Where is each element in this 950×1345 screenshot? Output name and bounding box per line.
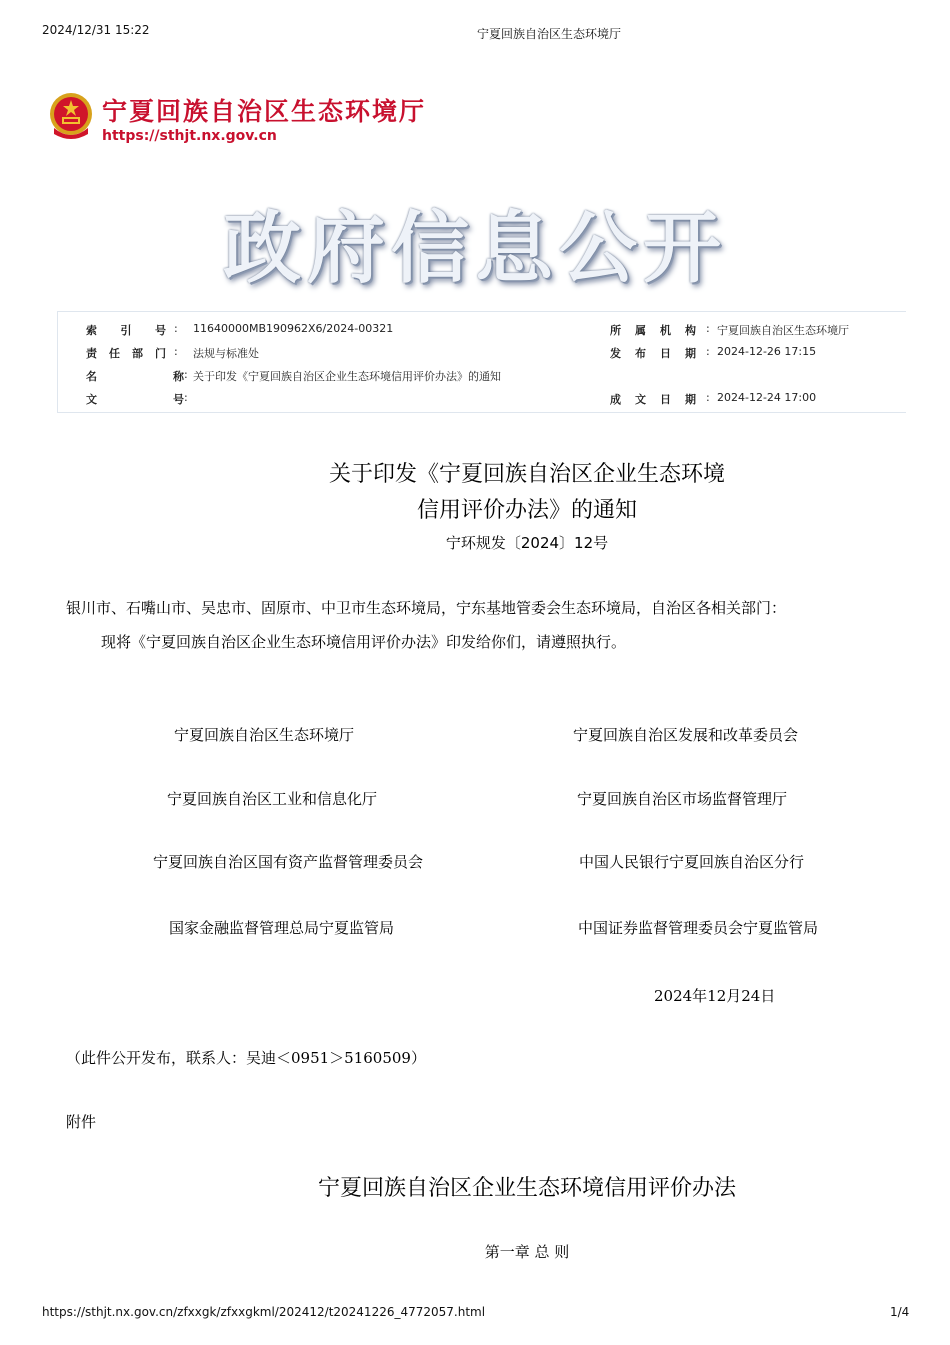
meta-agency-value: 宁夏回族自治区生态环境厅 [717,324,849,337]
recipients: 银川市、石嘴山市、吴忠市、固原市、中卫市生态环境局，宁东基地管委会生态环境局，自治区各相关部门： [66,599,787,617]
national-emblem-icon [48,90,94,142]
document-date: 2024年12月24日 [654,987,776,1005]
banner-title: 政府信息公开 [222,204,727,294]
attachment-label: 附件 [66,1113,97,1131]
body-paragraph: 现将《宁夏回族自治区企业生态环境信用评价办法》印发给你们，请遵照执行。 [101,633,627,651]
meta-name-value: 关于印发《宁夏回族自治区企业生态环境信用评价办法》的通知 [193,370,501,383]
print-title: 宁夏回族自治区生态环境厅 [476,27,621,41]
meta-written-value: 2024-12-24 17:00 [717,391,817,404]
attachment-title: 宁夏回族自治区企业生态环境信用评价办法 [317,1176,736,1201]
print-footer-page: 1/4 [890,1305,910,1319]
print-footer-url[interactable]: https://sthjt.nx.gov.cn/zfxxgk/zfxxgkml/202412/t20241226_4772057.html [42,1305,486,1319]
document-number: 宁环规发〔2024〕12号 [445,534,609,552]
metadata-box: 索 引 号 : 11640000MB190962X6/2024-00321 责 任 部 门 : 法规与标准处 名 称 : 关于印发《宁夏回族自治区企业生态环境信用评价办法》的通知 文 号 : 所 属 机 构 : 宁夏回族自治区生态环境厅 发 布 日 期 : 2024-12-26 17:15 成 文 日 期 : 2024-12-24 17:00 [57,311,906,413]
print-datetime: 2024/12/31 15:22 [42,23,150,37]
site-url[interactable]: https://sthjt.nx.gov.cn [102,128,277,144]
contact-note: （此件公开发布，联系人：吴迪＜0951＞5160509） [66,1049,426,1067]
site-name: 宁夏回族自治区生态环境厅 [102,97,427,126]
issuer-8: 中国证券监督管理委员会宁夏监管局 [578,919,819,937]
issuer-3: 宁夏回族自治区工业和信息化厅 [167,790,378,808]
meta-index-value: 11640000MB190962X6/2024-00321 [193,322,394,335]
issuer-7: 国家金融监督管理总局宁夏监管局 [169,919,395,937]
document-title-line1: 关于印发《宁夏回族自治区企业生态环境 [328,462,725,487]
chapter-heading: 第一章 总 则 [484,1243,570,1261]
meta-department-value: 法规与标准处 [193,347,259,360]
issuer-6: 中国人民银行宁夏回族自治区分行 [579,853,805,871]
document-title-line2: 信用评价办法》的通知 [416,498,637,523]
meta-published-value: 2024-12-26 17:15 [717,345,817,358]
issuer-5: 宁夏回族自治区国有资产监督管理委员会 [153,853,424,871]
issuer-2: 宁夏回族自治区发展和改革委员会 [573,726,799,744]
issuer-4: 宁夏回族自治区市场监督管理厅 [577,790,788,808]
issuer-1: 宁夏回族自治区生态环境厅 [174,726,355,744]
